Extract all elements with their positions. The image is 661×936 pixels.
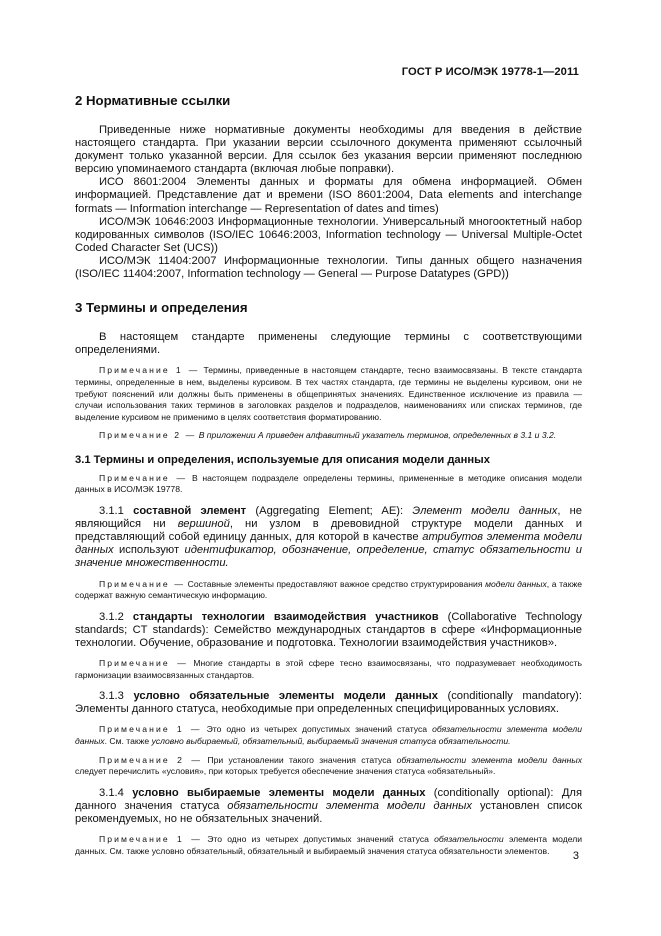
term-3-1-2-note (75, 658, 582, 681)
note-label: Примечание 2 — (99, 430, 197, 441)
term-text: установлен список рекомендуемых, но не обязательных значений. (75, 799, 582, 825)
note-text: Это одно из четырех допустимых значений статуса (206, 724, 433, 735)
subsection-3-1-title: 3.1 Термины и определения, используемые для описания модели данных (75, 453, 490, 466)
note-text: Это одно из четырех допустимых значений статуса (207, 834, 435, 845)
note-label: Примечание 2 — (99, 754, 203, 765)
term-number: 3.1.4 (99, 786, 124, 799)
note-text: Составные элементы предоставляют важное средство структурирования (187, 578, 486, 589)
note-text: . См. также (104, 735, 152, 746)
reference-iso-10646: ИСО/МЭК 10646:2003 Информационные технологии. Универсальный многооктетный набор кодированных символов (ISO/IEC 10646:2003, Information technology — Universal Multiple-Octet Coded Character Set (UCS)) (75, 215, 582, 254)
note-label: Примечание — (99, 472, 188, 483)
page-content (75, 93, 582, 857)
term-3-1-4-note-1 (75, 834, 582, 857)
document-header: ГОСТ Р ИСО/МЭК 19778-1—2011 (401, 66, 579, 78)
term-text: , ни узлом в древовидной структуре модели данных и представляющий собой единицу данных, для которой в качестве (75, 518, 582, 544)
note-ref: модели данных (485, 578, 547, 589)
note-text: В приложении А приведен алфавитный указатель терминов, определенных в 3.1 и 3.2. (198, 430, 557, 441)
note-text: При установлении такого значения статуса (207, 754, 397, 765)
reference-iso-8601: ИСО 8601:2004 Элементы данных и форматы для обмена информацией. Обмен информацией. Представление дат и времени (ISO 8601:2004, Data elements and interchange formats — Information interchange — Representation of dates and times) (75, 176, 582, 215)
note-text: Многие стандарты в этой сфере тесно взаимосвязаны, что подразумевает необходимость гармонизации взаимосвязанных стандартов. (75, 658, 582, 680)
note-text: Термины, приведенные в настоящем стандарте, тесно взаимосвязаны. В тексте стандарта термины, определенные в нем, выделены курсивом. В тех частях стандарта, где термины не выделены курсивом, они не требуют пояснений или должны быть применены в общепринятых значениях. Единственное исключение из правила — случаи использования таких терминов в заголовках разделов и подразделов, наименованиях или списках терминов, где выделение курсивом не применимо в целях соответствия форматированию. (75, 365, 582, 422)
section-3-title: 3 Термины и определения (75, 300, 248, 316)
note-text: В настоящем подразделе определены термины, примененные в методике описания модели данных в ИСО/МЭК 19778. (75, 472, 582, 495)
term-english: (Aggregating Element; AE): (246, 505, 404, 518)
term-text: , не являющийся ни (75, 505, 583, 531)
note-label: Примечание 1 — (99, 834, 202, 845)
term-number: 3.1.1 (99, 505, 124, 518)
note-ref: обязательности элемента модели данных (75, 724, 583, 746)
section-3-intro: В настоящем стандарте применены следующие термины с соответствующими определениями. (75, 331, 582, 357)
section-2-intro: Приведенные ниже нормативные документы необходимы для введения в действие настоящего стандарта. При указании версии ссылочного документа применяют ссылочный документ только указанной версии. Для ссылок без указания версии применяют последнюю версию упоминаемого стандарта (включая любые поправки). (75, 124, 582, 176)
term-number: 3.1.2 (99, 610, 124, 623)
note-label: Примечание — (99, 578, 186, 589)
term-text: (conditionally optional): Для данного значения статуса (75, 786, 582, 812)
term-3-1-4 (75, 787, 582, 826)
note-text: следует перечислить «условия», при которых требуется обеспечение значения статуса «обязательный». (75, 766, 496, 777)
term-3-1-3 (75, 690, 582, 716)
section-3-note-1 (75, 365, 582, 423)
term-3-1-3-note-1 (75, 724, 582, 747)
note-label: Примечание 1 — (99, 724, 202, 735)
term-3-1-1-note (75, 579, 582, 602)
subsection-3-1-note (75, 473, 582, 496)
term-ref: обязательности элемента модели данных (227, 799, 472, 812)
term-ref: вершиной (177, 518, 230, 531)
term-name: стандарты технологии взаимодействия участников (132, 610, 439, 623)
note-ref: обязательности (434, 834, 504, 845)
note-label: Примечание 1 — (99, 365, 200, 376)
note-ref: обязательности элемента модели данных (396, 754, 583, 765)
term-text: (Collaborative Technology standards; CT standards): Семейство международных стандартов в сфере «Информационные технологии. Обучение, образование и подготовка. Технологии взаимодействия участников». (75, 610, 583, 649)
term-3-1-3-note-2 (75, 755, 582, 778)
term-number: 3.1.3 (99, 690, 124, 703)
term-name: составной элемент (133, 505, 247, 518)
note-text: , а также содержат важную семантическую информацию. (75, 578, 582, 601)
section-3-note-2 (75, 430, 582, 442)
term-text: используют (113, 544, 185, 557)
section-2-title: 2 Нормативные ссылки (75, 93, 231, 108)
term-ref: идентификатор, обозначение, определение, статус обязательности и значение множественности. (75, 544, 582, 570)
term-text: (conditionally mandatory): Элементы данного статуса, необходимые при определенных специфицированных условиях. (75, 690, 583, 716)
reference-iso-11404: ИСО/МЭК 11404:2007 Информационные технологии. Типы данных общего назначения (ISO/IEC 11404:2007, Information technology — General — Purpose Datatypes (GPD)) (75, 254, 582, 281)
note-ref: условно выбираемый, обязательный, выбираемый значения статуса обязательности. (151, 735, 511, 746)
note-label: Примечание — (99, 658, 188, 668)
term-name: условно обязательные элементы модели данных (133, 690, 438, 703)
term-ref: атрибутов элемента модели данных (75, 531, 582, 557)
note-text: элемента модели данных. См. также условно обязательный, обязательный и выбираемый значения статуса обязательности элементов. (75, 834, 583, 856)
page-number: 3 (572, 850, 579, 862)
term-name: условно выбираемые элементы модели данных (132, 786, 426, 799)
term-ref: Элемент модели данных (412, 505, 558, 518)
term-3-1-2 (75, 611, 582, 650)
term-3-1-1 (75, 505, 582, 570)
